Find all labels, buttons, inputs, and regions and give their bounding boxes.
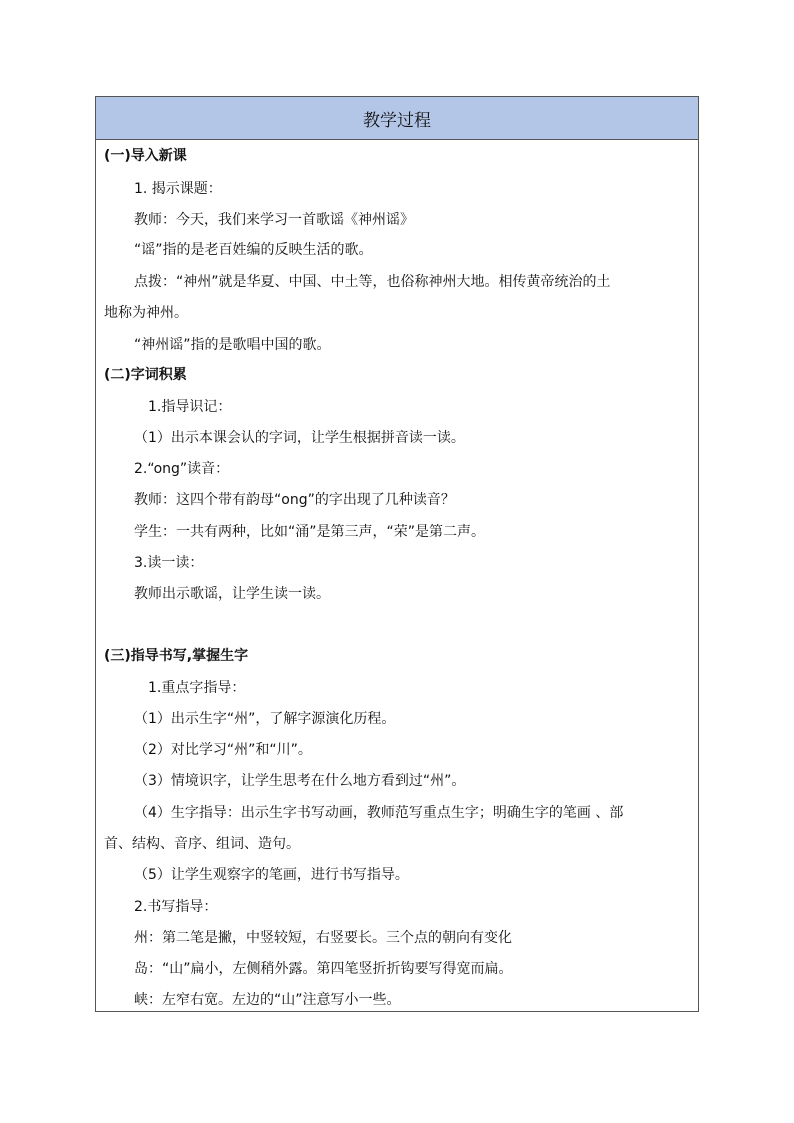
text-line: 1. 揭示课题： [134, 181, 222, 197]
text-line: “谣”指的是老百姓编的反映生活的歌。 [134, 242, 373, 258]
text-line: （1）出示本课会认的字词，让学生根据拼音读一读。 [134, 430, 465, 446]
text-line: （4）生字指导：出示生字书写动画，教师范写重点生字；明确生字的笔画 、部 [134, 805, 624, 821]
section-heading-1: (一)导入新课 [104, 148, 187, 164]
text-line: 点拨：“神州”就是华夏、中国、中土等，也俗称神州大地。相传黄帝统治的土 [134, 274, 611, 290]
table-title: 教学过程 [363, 110, 431, 131]
text-line: （2）对比学习“州”和“川”。 [134, 742, 312, 758]
lesson-process-table [95, 96, 699, 1012]
text-line: 首、结构、音序、组词、造句。 [104, 836, 300, 852]
section-heading-2: (二)字词积累 [104, 367, 187, 383]
table-body [96, 140, 698, 1012]
text-line: 1.指导识记： [148, 399, 232, 415]
text-line: （1）出示生字“州”，了解字源演化历程。 [134, 711, 396, 727]
text-line: 1.重点字指导： [148, 680, 246, 696]
text-line: 教师出示歌谣，让学生读一读。 [134, 586, 330, 602]
section-heading-3: (三)指导书写,掌握生字 [104, 648, 249, 664]
text-line: 教师：今天，我们来学习一首歌谣《神州谣》 [134, 212, 414, 228]
text-line: 学生：一共有两种，比如“涌”是第三声，“荣”是第二声。 [134, 524, 486, 540]
text-line: 教师：这四个带有韵母“ong”的字出现了几种读音？ [134, 492, 455, 508]
text-line: 地称为神州。 [104, 305, 188, 321]
text-line: 州：第二笔是撇，中竖较短，右竖要长。三个点的朝向有变化 [134, 930, 512, 946]
text-line: 岛：“山”扁小，左侧稍外露。第四笔竖折折钩要写得宽而扁。 [134, 961, 513, 977]
text-line: （3）情境识字，让学生思考在什么地方看到过“州”。 [134, 773, 466, 789]
text-line: 峡：左窄右宽。左边的“山”注意写小一些。 [134, 992, 401, 1008]
table-header [96, 97, 698, 140]
text-line: 3.读一读： [134, 555, 204, 571]
text-line: 2.“ong”读音： [134, 461, 230, 477]
text-line: （5）让学生观察字的笔画，进行书写指导。 [134, 867, 409, 883]
text-line: 2.书写指导： [134, 899, 218, 915]
text-line: “神州谣”指的是歌唱中国的歌。 [134, 337, 331, 353]
